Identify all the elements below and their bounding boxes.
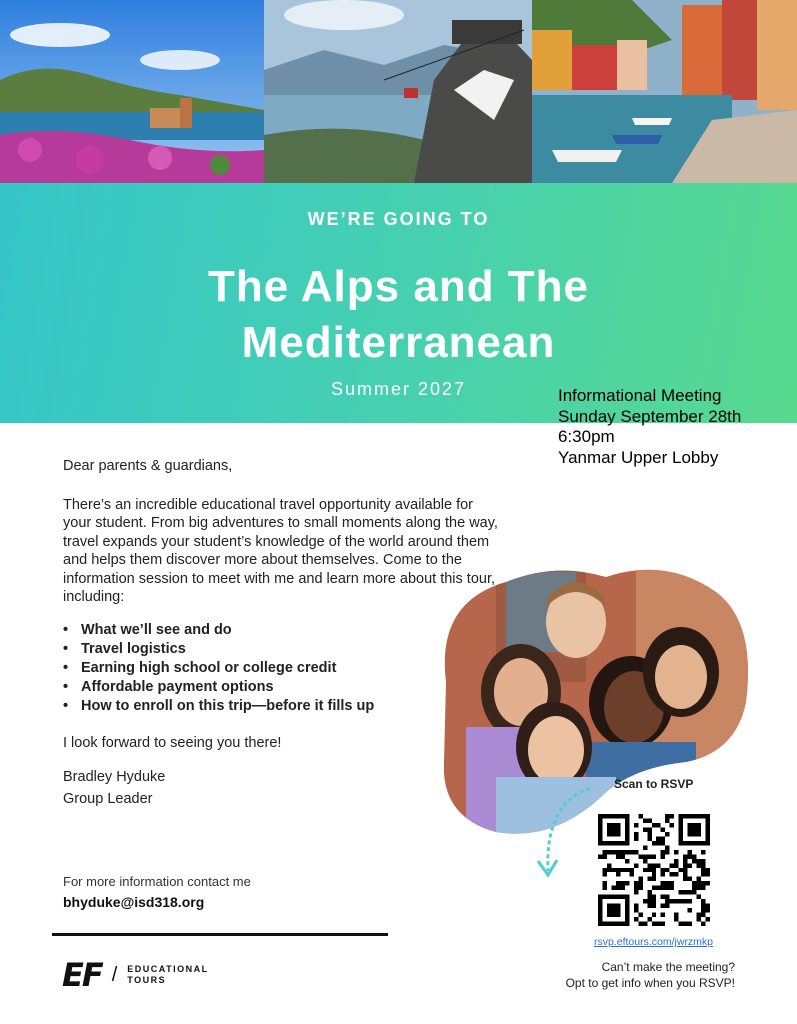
- rsvp-link[interactable]: rsvp.eftours.com/jwrzmkp: [594, 936, 714, 948]
- logo-line-1: EDUCATIONAL: [127, 964, 209, 974]
- rsvp-note: [505, 959, 735, 991]
- list-item: • What we’ll see and do: [63, 621, 503, 640]
- kicker-text: WE’RE GOING TO: [307, 209, 490, 229]
- contact-email-link[interactable]: bhyduke@isd318.org: [63, 894, 205, 910]
- list-item: • How to enroll on this trip—before it fills up: [63, 697, 503, 716]
- rsvp-qr-code[interactable]: [598, 814, 710, 926]
- ef-logo: [62, 956, 209, 994]
- meeting-info: [558, 386, 794, 468]
- meeting-date: Sunday September 28th: [558, 406, 742, 426]
- logo-separator: /: [111, 963, 118, 986]
- photo-harbor-village: [532, 0, 797, 183]
- photo-coastal-town: [0, 0, 264, 183]
- list-item: • Affordable payment options: [63, 678, 503, 697]
- meeting-time: 6:30pm: [558, 427, 615, 446]
- photo-alpine-cable-car: [264, 0, 532, 183]
- signer-title: Group Leader: [63, 791, 153, 807]
- logo-line-2: TOURS: [127, 975, 167, 985]
- rsvp-note-line-2: Opt to get info when you RSVP!: [565, 976, 735, 990]
- intro-paragraph: There’s an incredible educational travel opportunity available for your student. From big adventures to small moments along the way, travel expands your student’s knowledge of the world around them and helps them discover more about themselves. Come to the information session to meet with me and learn more about this tour, including:: [63, 496, 498, 605]
- greeting: Dear parents & guardians,: [63, 458, 233, 474]
- curved-arrow-icon: [530, 783, 600, 883]
- rsvp-note-line-1: Can’t make the meeting?: [601, 960, 735, 974]
- contact-block: [63, 874, 251, 910]
- ef-mark: EF: [62, 956, 102, 994]
- header-photo-strip: [0, 0, 797, 183]
- signer-name: Bradley Hyduke: [63, 769, 166, 785]
- page-title: [0, 259, 797, 371]
- logo-wordmark: [127, 964, 208, 986]
- meeting-location: Yanmar Upper Lobby: [558, 447, 719, 467]
- season-text: Summer 2027: [330, 379, 467, 399]
- title-line-1: The Alps and The: [207, 262, 590, 311]
- title-line-2: Mediterranean: [241, 318, 556, 367]
- scan-label: Scan to RSVP: [614, 777, 694, 791]
- meeting-heading: Informational Meeting: [558, 386, 722, 405]
- list-item: • Travel logistics: [63, 640, 503, 659]
- contact-label: For more information contact me: [63, 874, 251, 889]
- divider: [52, 933, 388, 936]
- list-item: • Earning high school or college credit: [63, 659, 503, 678]
- closing-line: I look forward to seeing you there!: [63, 734, 282, 751]
